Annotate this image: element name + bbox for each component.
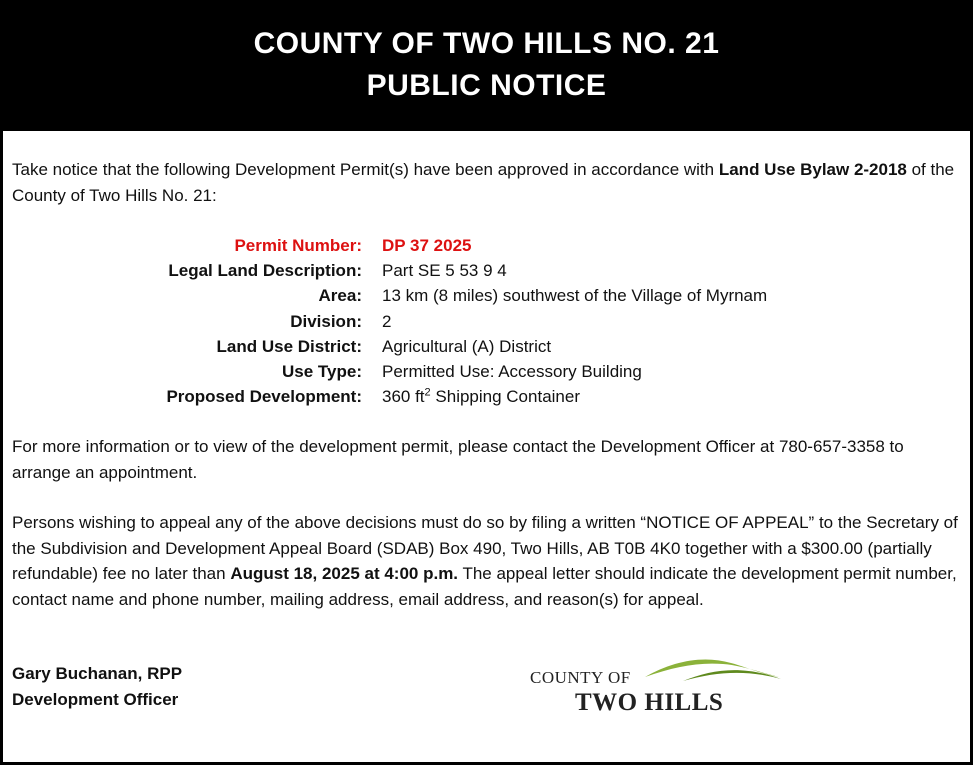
proposed-development-label: Proposed Development:: [166, 387, 362, 407]
intro-text-before: Take notice that the following Development Permit(s) have been approved in accordance with: [12, 160, 719, 179]
use-type-label: Use Type:: [282, 361, 362, 381]
area-value: 13 km (8 miles) southwest of the Village of Myrnam: [382, 286, 768, 306]
district-label: Land Use District:: [216, 336, 362, 356]
header-title-line2: PUBLIC NOTICE: [366, 69, 607, 102]
bylaw-reference: Land Use Bylaw 2-2018: [718, 160, 907, 179]
appeal-text-after: The appeal letter should indicate the development permit number, contact name and phone number, mailing address, email address, and reason(s) for appeal.: [12, 564, 957, 609]
header-title-line1: COUNTY OF TWO HILLS NO. 21: [253, 27, 720, 60]
notice-header: [0, 0, 973, 131]
area-row: [0, 283, 973, 308]
permit-details: [0, 233, 973, 409]
legal-land-row: [0, 258, 973, 283]
signature-title: Development Officer: [12, 689, 179, 709]
appeal-paragraph: [12, 510, 962, 612]
contact-paragraph: For more information or to view of the development permit, please contact the Development Officer at 780-657-3358 to arrange an appointment.: [12, 437, 904, 482]
signature-block: [12, 661, 182, 712]
district-row: [0, 334, 973, 359]
division-row: [0, 309, 973, 334]
signature-name: Gary Buchanan, RPP: [12, 664, 183, 683]
appeal-text-before: Persons wishing to appeal any of the above decisions must do so by filing a written “NOTICE OF APPEAL” to the Secretary of the Subdivision and Development Appeal Board (SDAB) Box 490, Two Hills, AB T0B 4K0 together with a $300.00 (partially refundable) fee no later than: [12, 513, 958, 583]
intro-paragraph: [12, 157, 962, 208]
area-label: Area:: [318, 286, 362, 306]
district-value: Agricultural (A) District: [382, 336, 552, 356]
permit-number-row: [0, 233, 973, 258]
legal-land-label: Legal Land Description:: [168, 261, 362, 281]
division-value: 2: [382, 311, 392, 331]
proposed-value-superscript: 2: [424, 386, 431, 399]
proposed-development-value: [382, 384, 580, 409]
permit-number-label: Permit Number:: [234, 236, 362, 255]
county-logo: [528, 655, 788, 720]
division-label: Division:: [290, 311, 362, 331]
hills-logo-icon: [643, 655, 783, 687]
use-type-value: Permitted Use: Accessory Building: [382, 361, 642, 381]
logo-two-hills: TWO HILLS: [575, 689, 724, 716]
appeal-deadline: August 18, 2025 at 4:00 p.m.: [230, 564, 459, 583]
intro-text-after: of the County of Two Hills No. 21:: [12, 160, 955, 205]
permit-number-value: DP 37 2025: [382, 236, 472, 255]
use-type-row: [0, 359, 973, 384]
proposed-value-prefix: 360 ft: [382, 387, 425, 407]
logo-county-of: COUNTY OF: [530, 668, 631, 687]
proposed-development-row: [0, 384, 973, 409]
legal-land-value: Part SE 5 53 9 4: [382, 261, 507, 281]
proposed-value-suffix: Shipping Container: [430, 387, 580, 407]
